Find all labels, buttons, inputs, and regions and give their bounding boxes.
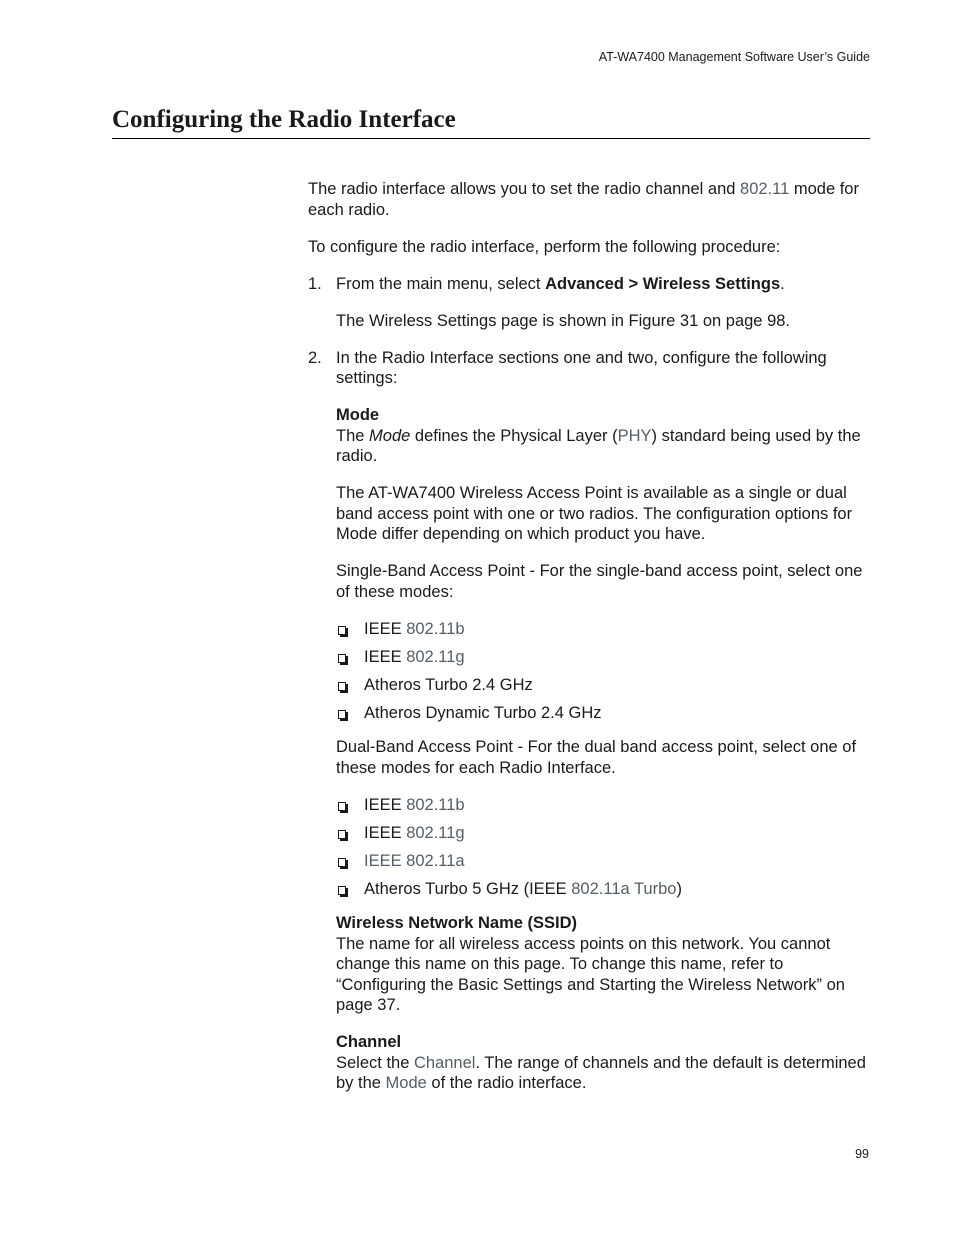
link-mode[interactable]: Mode (385, 1074, 427, 1092)
list-item: Atheros Dynamic Turbo 2.4 GHz (336, 703, 870, 724)
page-number: 99 (855, 1147, 869, 1161)
list-item: IEEE 802.11b (336, 795, 870, 816)
menu-path: Advanced > Wireless Settings (545, 274, 781, 293)
checkbox-bullet-icon (338, 830, 346, 839)
channel-heading: Channel (336, 1033, 402, 1051)
link-phy[interactable]: PHY (617, 426, 652, 445)
step-1-note: The Wireless Settings page is shown in Figure 31 on page 98. (336, 311, 791, 330)
list-item: IEEE 802.11g (336, 647, 870, 668)
list-item (336, 851, 870, 872)
step-1: 1. From the main menu, select Advanced > Wireless Settings. (308, 274, 785, 293)
step-number: 2. (308, 348, 322, 367)
settings-section (308, 405, 870, 1094)
mode-description: The Mode defines the Physical Layer (PHY) standard being used by the radio. (336, 426, 861, 465)
single-band-intro: Single-Band Access Point - For the single-band access point, select one of these modes: (336, 562, 863, 601)
checkbox-bullet-icon (338, 802, 346, 811)
single-band-list (336, 619, 870, 724)
list-item: Atheros Turbo 5 GHz (IEEE 802.11a Turbo) (336, 879, 870, 900)
step-number: 1. (308, 274, 322, 293)
mode-link[interactable]: 802.11g (406, 823, 465, 842)
procedure-intro: To configure the radio interface, perform the following procedure: (308, 237, 781, 256)
list-item: Atheros Turbo 2.4 GHz (336, 675, 870, 696)
link-channel[interactable]: Channel (413, 1053, 476, 1072)
checkbox-bullet-icon (338, 682, 346, 691)
mode-heading: Mode (336, 406, 380, 424)
running-header: AT-WA7400 Management Software User’s Guide (598, 50, 870, 64)
intro-paragraph: The radio interface allows you to set the radio channel and 802.11 mode for each radio. (308, 180, 859, 219)
dual-band-intro: Dual-Band Access Point - For the dual band access point, select one of these modes for each Radio Interface. (336, 738, 857, 777)
mode-link[interactable]: IEEE 802.11a (364, 851, 465, 870)
step-2: 2. In the Radio Interface sections one and two, configure the following settings: (308, 348, 827, 387)
checkbox-bullet-icon (338, 626, 346, 635)
ssid-heading: Wireless Network Name (SSID) (336, 914, 578, 932)
page-title: Configuring the Radio Interface (112, 106, 870, 139)
mode-link[interactable]: 802.11a Turbo (571, 879, 677, 898)
mode-link[interactable]: 802.11b (406, 795, 465, 814)
list-item: IEEE 802.11g (336, 823, 870, 844)
mode-link[interactable]: 802.11b (406, 619, 465, 638)
checkbox-bullet-icon (338, 886, 346, 895)
mode-products: The AT-WA7400 Wireless Access Point is available as a single or dual band access point with one or two radios. The configuration options for Mode differ depending on which product you have. (336, 484, 853, 543)
checkbox-bullet-icon (338, 710, 346, 719)
dual-band-list (336, 795, 870, 900)
channel-description: Select the Channel. The range of channels and the default is determined by the Mode of the radio interface. (336, 1053, 866, 1092)
link-80211[interactable]: 802.11 (740, 180, 790, 198)
body-text (308, 179, 870, 1094)
checkbox-bullet-icon (338, 654, 346, 663)
ssid-description: The name for all wireless access points on this network. You cannot change this name on this page. To change this name, refer to “Configuring the Basic Settings and Starting the Wireless Network” on page 37. (336, 934, 845, 1014)
mode-link[interactable]: 802.11g (406, 647, 465, 666)
checkbox-bullet-icon (338, 858, 346, 867)
list-item: IEEE 802.11b (336, 619, 870, 640)
